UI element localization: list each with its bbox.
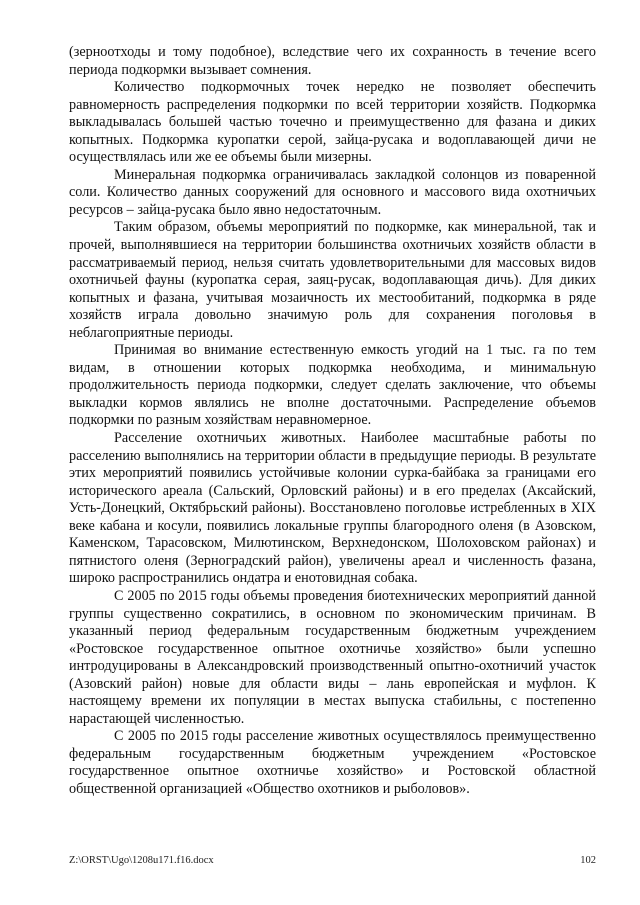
paragraph-capacity: Принимая во внимание естественную емкость угодий на 1 тыс. га по тем видам, в отношении которых подкормка необходима, и минимальную продолжительность периода подкормки, следует сделать заключение, что объемы выкладки кормов являлись не вполне достаточными. Распределение объемов подкормки по разным хозяйствам неравномерное. [69,342,596,429]
document-body [69,44,596,799]
footer-page-number: 102 [580,855,596,866]
paragraph-continuation: (зерноотходы и тому подобное), вследствие чего их сохранность в течение всего периода подкормки вызывает сомнения. [69,44,596,78]
paragraph-conclusion-feeding: Таким образом, объемы мероприятий по подкормке, как минеральной, так и прочей, выполнявшиеся на территории большинства охотничьих хозяйств области в рассматриваемый период, нельзя считать удовлетворительными для массовых видов охотничьей фауны (куропатка серая, заяц-русак, водоплавающая дичь). Для диких копытных и фазана, учитывая мозаичность их местообитаний, подкормка в ряде хозяйств играла довольно значимую роль для сохранения поголовья в неблагоприятные периоды. [69,219,596,341]
paragraph-resettlement: Расселение охотничьих животных. Наиболее масштабные работы по расселению выполнялись на территории области в предыдущие периоды. В результате этих мероприятий появились устойчивые колонии сурка-байбака за границами его исторического ареала (Сальский, Орловский районы) и в его пределах (Аксайский, Усть-Донецкий, Октябрьский районы). Восстановлено поголовье истребленных в XIX веке кабана и косули, появились локальные группы благородного оленя (в Азовском, Каменском, Тарасовском, Милютинском, Верхнедонском, Шолоховском районах) и пятнистого оленя (Зерноградский район), увеличены ареал и численность фазана, широко распространились ондатра и енотовидная собака. [69,430,596,587]
paragraph-feeding-points: Количество подкормочных точек нередко не позволяет обеспечить равномерность распределения подкормки по всей территории хозяйств. Подкормка выкладывалась большей частью точечно и преимущественно для фазана и диких копытных. Подкормка куропатки серой, зайца-русака и водоплавающей дичи не осуществлялась или же ее объемы были мизерны. [69,79,596,166]
paragraph-2005-2015-resettlement: С 2005 по 2015 годы расселение животных осуществлялось преимущественно федеральным государственным бюджетным учреждением «Ростовское государственное опытное охотничье хозяйство» и Ростовской областной общественной организацией «Общество охотников и рыболовов». [69,728,596,797]
paragraph-2005-2015-biotech: С 2005 по 2015 годы объемы проведения биотехнических мероприятий данной группы существенно сократились, в основном по экономическим причинам. В указанный период федеральным государственным бюджетным учреждением «Ростовское государственное опытное охотничье хозяйство» были успешно интродуцированы в Александровский производственный опытно-охотничий участок (Азовский район) новые для области виды – лань европейская и муфлон. К настоящему времени их популяции в местах выпуска стабильны, с постепенно нарастающей численностью. [69,587,596,727]
paragraph-mineral-feeding: Минеральная подкормка ограничивалась закладкой солонцов из поваренной соли. Количество данных сооружений для основного и массового вида охотничьих ресурсов – зайца-русака было явно недостаточным. [69,166,596,218]
footer-file-path: Z:\ORST\Ugo\1208u171.f16.docx [69,855,214,866]
